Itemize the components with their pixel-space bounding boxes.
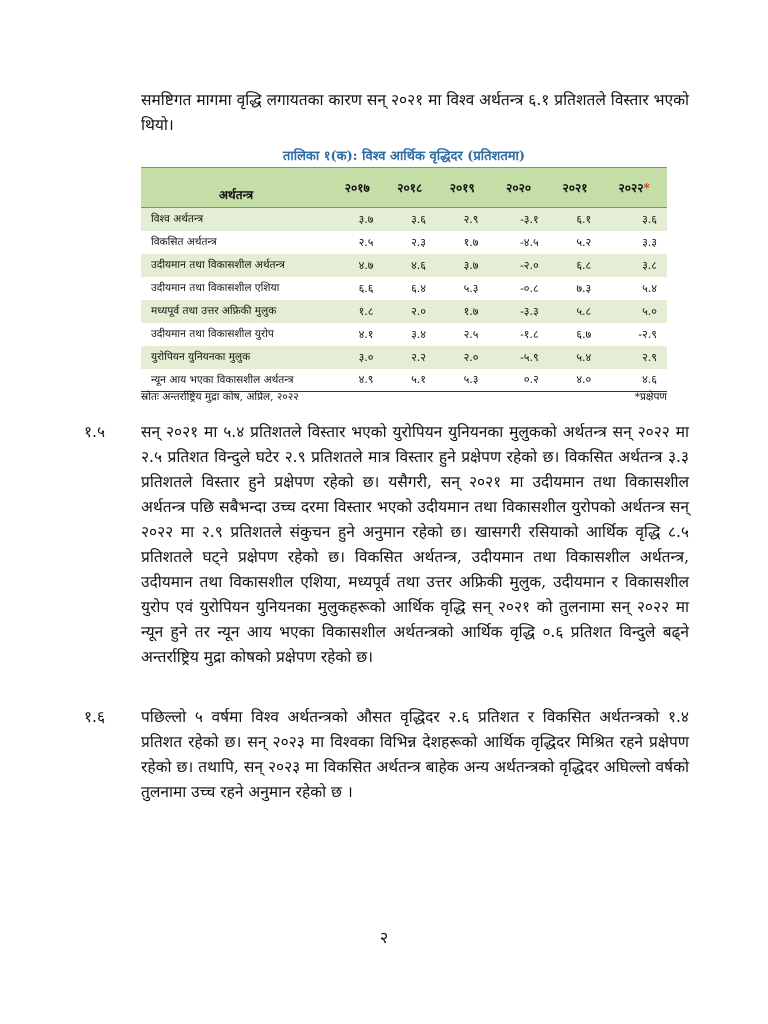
header-year: २०१९ [436,168,489,208]
table-cell: २.३ [411,235,426,249]
projection-note: *प्रक्षेपण [634,391,667,403]
table-cell: ३.८ [642,258,657,272]
table-cell: ५.० [642,304,657,318]
table-cell: ३.६ [642,212,657,226]
table-cell: ६.४ [411,281,426,295]
table-row [141,254,667,277]
table-cell: ४.१ [358,327,374,341]
table-cell: -२.९ [638,327,657,341]
table-cell: ४.६ [411,258,426,272]
table-cell: १.७ [463,235,479,249]
table-cell: ४.० [549,369,602,392]
table-cell: २.५ [358,235,374,249]
table-cell: ३.० [358,350,374,364]
header-year: २०१८ [384,168,437,208]
table-cell: ३.७ [358,212,374,226]
row-label: विश्व अर्थतन्त्र [151,213,204,226]
table-cell: ६.१ [576,212,592,226]
table-cell: -५.९ [520,350,539,364]
paragraph-number: १.६ [84,708,106,726]
table-cell: २.९ [642,350,657,364]
table-row [141,277,667,300]
table-cell: ५.४ [576,350,592,364]
table-cell: -३.३ [520,304,539,318]
row-label: विकसित अर्थतन्त्र [151,236,217,248]
table-cell: २.० [411,304,426,318]
header-year: २०१७ [331,168,384,208]
table-cell: २.० [463,350,479,364]
row-label: न्यून आय भएका विकासशील अर्थतन्त्र [141,369,331,392]
table-row [141,323,667,346]
growth-table [141,167,667,392]
table-cell: ६.६ [358,281,374,295]
table-header-row [141,168,667,208]
paragraph-number: १.५ [84,423,106,441]
row-label: उदीयमान तथा विकासशील अर्थतन्त्र [151,259,285,271]
table-cell: २.५ [463,327,479,341]
table-title: तालिका १(क): विश्व आर्थिक वृद्धिदर (प्रतिशतमा) [282,149,526,164]
table-source: स्रोतः अन्तर्राष्ट्रिय मुद्रा कोष, अप्रिल, २०२२ [141,391,299,403]
table-cell: ७.३ [576,281,592,295]
table-cell: २.९ [463,212,479,226]
row-label: मध्यपूर्व तथा उत्तर अफ्रिकी मुलुक [151,305,277,317]
table-cell: ३.४ [411,327,426,341]
table-cell: १.८ [358,304,374,318]
table-cell: ५.४ [642,281,657,295]
table-cell: -०.८ [520,281,539,295]
header-year: २०२१ [549,168,602,208]
table-cell: ५.१ [384,369,437,392]
paragraph-body: पछिल्लो ५ वर्षमा विश्व अर्थतन्त्रको औसत वृद्धिदर २.६ प्रतिशत र विकसित अर्थतन्त्रको १.४ प्रतिशत रहेको छ। सन् २०२३ मा विश्वका विभिन्न देशहरूको आर्थिक वृद्धिदर मिश्रित रहने प्रक्षेपण रहेको छ। तथापि, सन् २०२३ मा विकसित अर्थतन्त्र बाहेक अन्य अर्थतन्त्रको वृद्धिदर अघिल्लो वर्षको तुलनामा उच्च रहने अनुमान रहेको छ । [141,708,689,801]
row-label: उदीयमान तथा विकासशील एशिया [151,282,280,294]
paragraph-body: सन् २०२१ मा ५.४ प्रतिशतले विस्तार भएको युरोपियन युनियनका मुलुकको अर्थतन्त्र सन् २०२२ मा २.५ प्रतिशत विन्दुले घटेर २.९ प्रतिशतले मात्र विस्तार हुने प्रक्षेपण रहेको छ। विकसित अर्थतन्त्र ३.३ प्रतिशतले विस्तार हुने प्रक्षेपण रहेको छ। यसैगरी, सन् २०२१ मा उदीयमान तथा विकासशील अर्थतन्त्र पछि सबैभन्दा उच्च दरमा विस्तार भएको उदीयमान तथा विकासशील युरोपको अर्थतन्त्र सन् २०२२ मा २.९ प्रतिशतले संकुचन हुने अनुमान रहेको छ। खासगरी रसियाको आर्थिक वृद्धि ८.५ प्रतिशतले घट्ने प्रक्षेपण रहेको छ। विकसित अर्थतन्त्र, उदीयमान तथा विकासशील अर्थतन्त्र, उदीयमान तथा विकासशील एशिया, मध्यपूर्व तथा उत्तर अफ्रिकी मुलुक, उदीयमान र विकासशील युरोप एवं युरोपियन युनियनका मुलुकहरूको आर्थिक वृद्धि सन् २०२१ को तुलनामा सन् २०२२ मा न्यून हुने तर न्यून आय भएका विकासशील अर्थतन्त्रको आर्थिक वृद्धि ०.६ प्रतिशत विन्दुले बढ्ने अन्तर्राष्ट्रिय मुद्रा कोषको प्रक्षेपण रहेको छ। [141,423,689,666]
table-row [141,208,667,231]
table-cell: ३.३ [642,235,657,249]
table-cell: -४.५ [520,235,539,249]
table-cell: -३.१ [520,212,539,226]
projection-star: * [643,181,650,195]
page-number: २ [379,928,389,947]
table-cell: ३.७ [463,258,479,272]
table-cell: ५.३ [436,369,489,392]
intro-paragraph: समष्टिगत मागमा वृद्धि लगायतका कारण सन् २०२१ मा विश्व अर्थतन्त्र ६.१ प्रतिशतले विस्तार भएको थियो। [141,91,689,134]
table-cell: १.७ [463,304,479,318]
table-cell: ५.३ [463,281,479,295]
table-cell: -१.८ [520,327,539,341]
table-cell: ४.७ [358,258,374,272]
table-cell: ६.७ [576,327,592,341]
row-label: उदीयमान तथा विकासशील युरोप [151,328,274,340]
table-row [141,300,667,323]
table-footer [141,390,667,404]
table-cell: ५.२ [576,235,592,249]
table-cell: ०.२ [489,369,549,392]
table-row [141,369,667,392]
row-label: युरोपियन युनियनका मुलुक [151,351,251,363]
table-row [141,346,667,369]
header-year [601,168,667,208]
header-economy: अर्थतन्त्र [141,168,331,208]
table-cell: ३.६ [411,212,426,226]
table-cell: ४.९ [331,369,384,392]
table-cell: ५.८ [576,304,592,318]
table-row [141,231,667,254]
table-cell: २.२ [411,350,426,364]
table-cell: -२.० [520,258,539,272]
header-year: २०२० [489,168,549,208]
table-cell: ६.८ [576,258,592,272]
table-cell: ४.६ [601,369,667,392]
header-year-text: २०२२ [618,181,644,195]
